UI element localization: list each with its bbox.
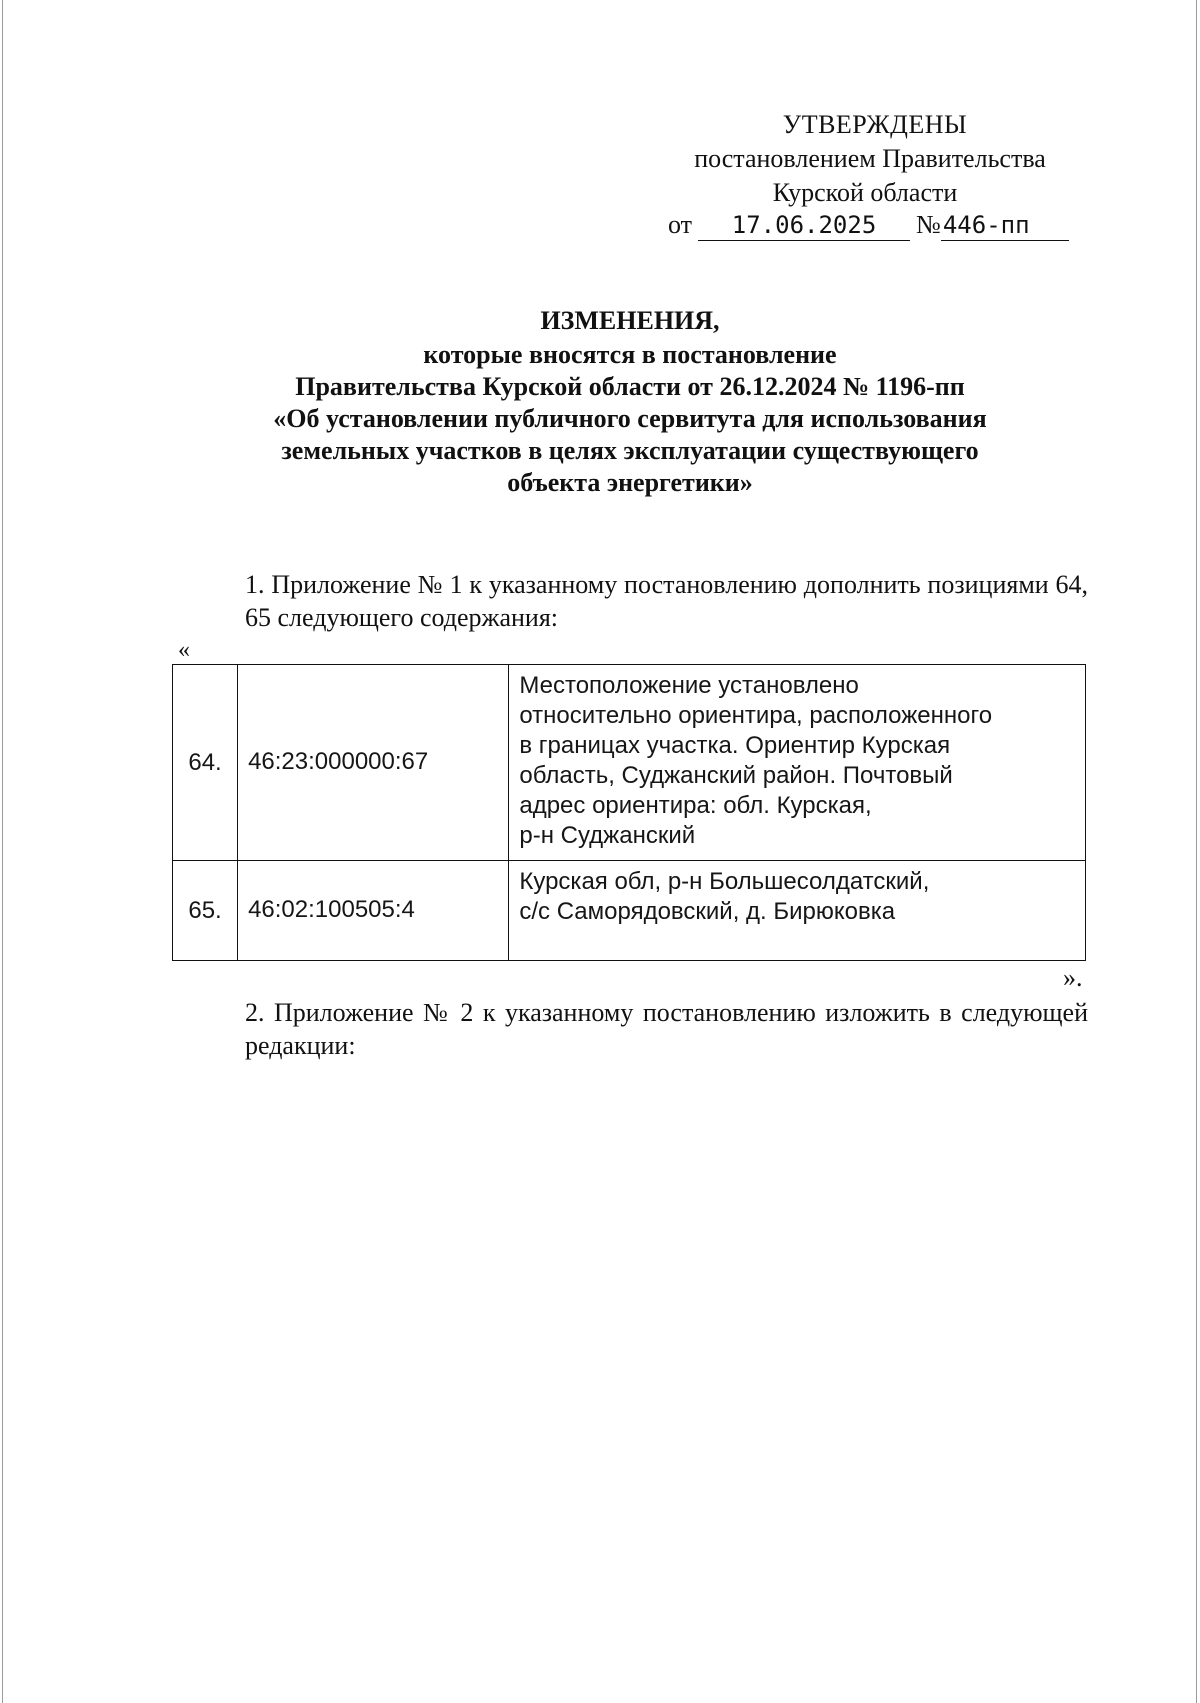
paragraph-2 bbox=[173, 996, 1088, 1062]
row-number: 64. bbox=[173, 665, 238, 861]
open-quote: « bbox=[178, 637, 190, 663]
cadastral-number: 46:23:000000:67 bbox=[238, 665, 509, 861]
heading-line: объекта энергетики» bbox=[507, 468, 753, 497]
address-cell bbox=[509, 665, 1086, 861]
paragraph-2-text: 2. Приложение № 2 к указанному постановлению изложить в следующей редакции: bbox=[245, 998, 1088, 1060]
close-quote: ». bbox=[1063, 963, 1083, 992]
cadastral-number: 46:02:100505:4 bbox=[238, 861, 509, 961]
address-line: в границах участка. Ориентир Курская bbox=[519, 732, 951, 759]
approval-title: УТВЕРЖДЕНЫ bbox=[782, 110, 968, 139]
number-label: № bbox=[916, 210, 941, 239]
row-number: 65. bbox=[173, 861, 238, 961]
document-heading bbox=[170, 305, 1090, 499]
approval-issuer: постановлением Правительства bbox=[694, 144, 1046, 173]
scan-left-edge bbox=[2, 0, 3, 1703]
table-row bbox=[173, 665, 1086, 861]
heading-line: «Об установлении публичного сервитута для использования bbox=[273, 404, 987, 433]
approval-date: 17.06.2025 bbox=[698, 210, 910, 241]
heading-title: ИЗМЕНЕНИЯ, bbox=[540, 306, 720, 335]
heading-line: земельных участков в целях эксплуатации существующего bbox=[281, 436, 979, 465]
paragraph-1-text: 1. Приложение № 1 к указанному постановлению дополнить позициями 64, 65 следующего содержания: bbox=[245, 570, 1088, 632]
address-cell bbox=[509, 861, 1086, 961]
date-label: от bbox=[668, 210, 693, 239]
approval-block bbox=[640, 108, 1090, 210]
address-line: адрес ориентира: обл. Курская, bbox=[519, 792, 872, 819]
address-line: с/с Саморядовский, д. Бирюковка bbox=[519, 898, 896, 925]
approval-date-number bbox=[668, 208, 1069, 242]
address-line: Курская обл, р-н Большесолдатский, bbox=[519, 868, 930, 895]
address-line: область, Суджанский район. Почтовый bbox=[519, 762, 953, 789]
positions-table bbox=[172, 664, 1086, 961]
scan-right-edge bbox=[1196, 0, 1197, 1703]
table-row bbox=[173, 861, 1086, 961]
heading-line: Правительства Курской области от 26.12.2024 № 1196-пп bbox=[295, 372, 965, 401]
approval-region: Курской области bbox=[772, 178, 958, 207]
address-line: р-н Суджанский bbox=[519, 822, 696, 849]
heading-line: которые вносятся в постановление bbox=[423, 340, 837, 369]
address-line: относительно ориентира, расположенного bbox=[519, 702, 993, 729]
paragraph-1 bbox=[173, 568, 1088, 634]
address-line: Местоположение установлено bbox=[519, 672, 859, 699]
approval-number: 446-пп bbox=[941, 210, 1069, 241]
